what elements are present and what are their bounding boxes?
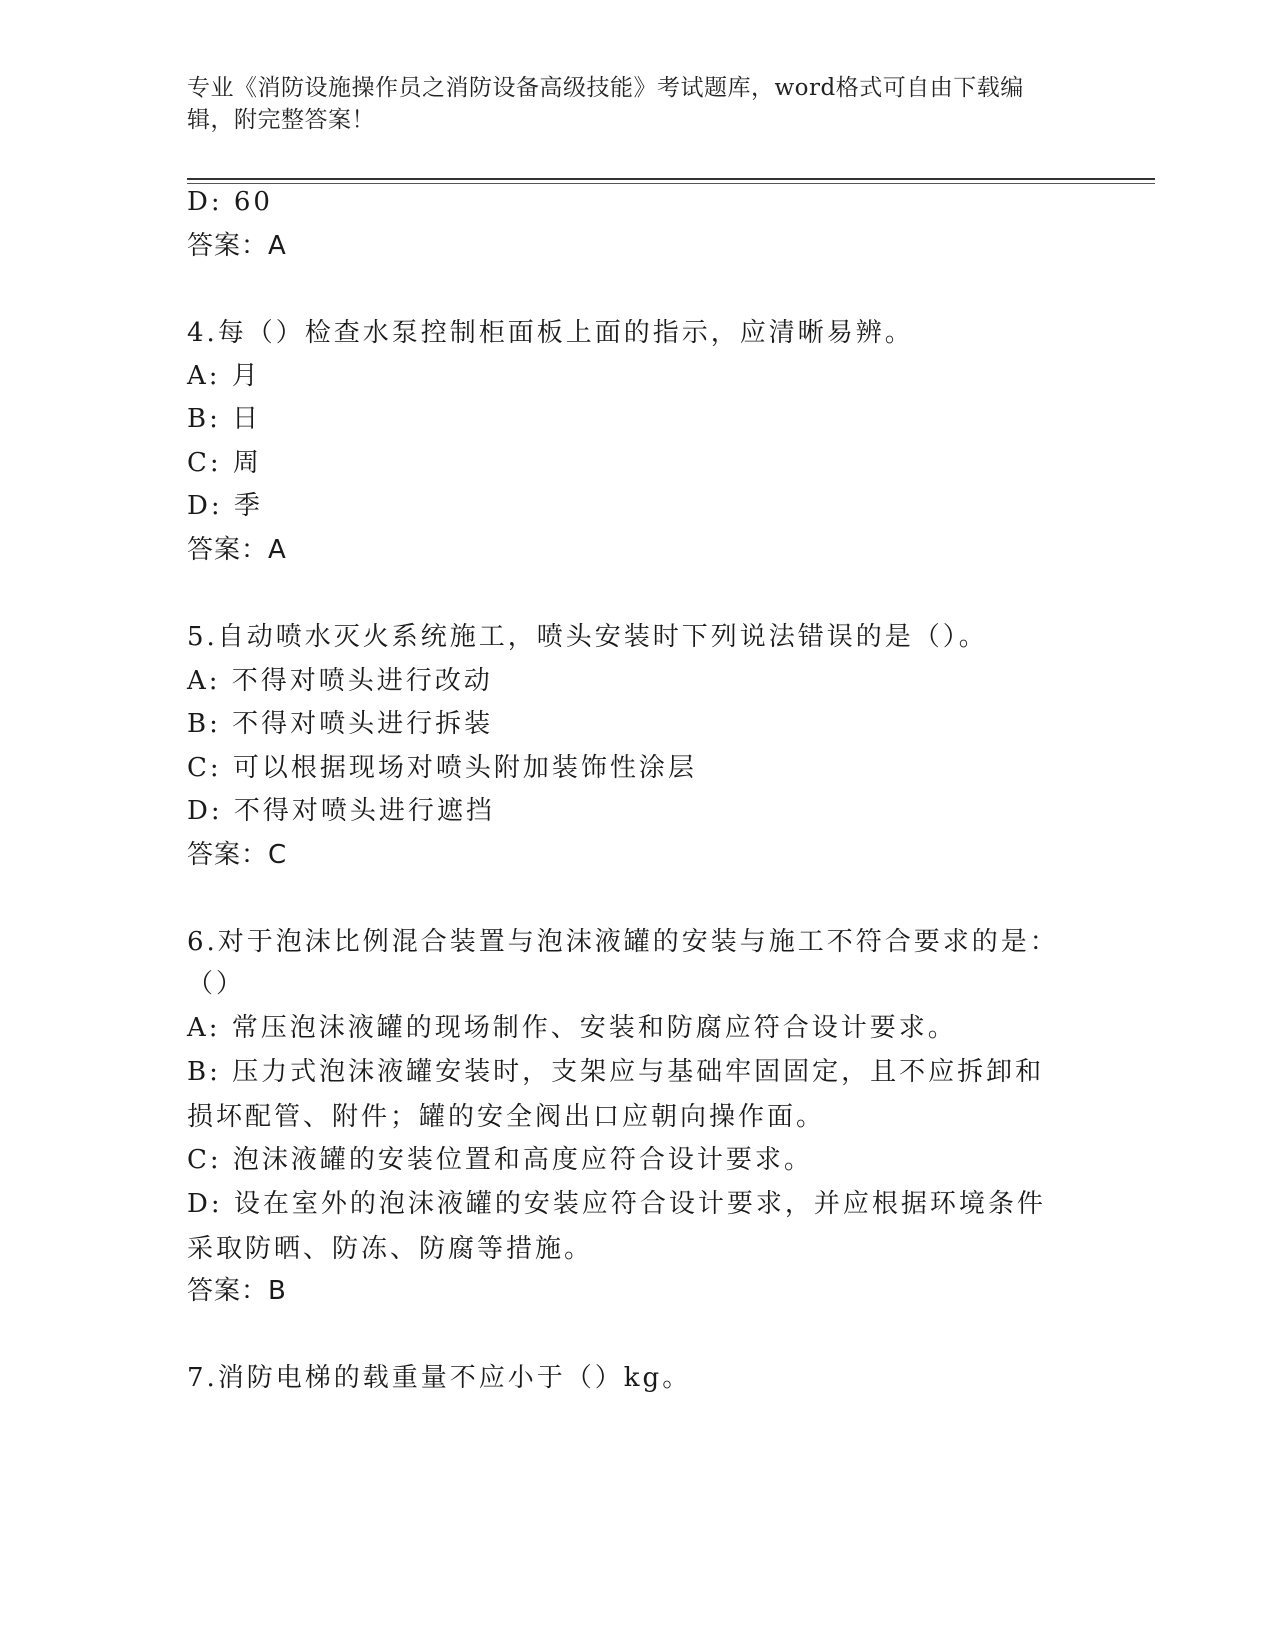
q4-option-a: A: 月 [187,361,261,391]
q6-option-a: A: 常压泡沫液罐的现场制作、安装和防腐应符合设计要求。 [187,1013,957,1043]
document-header: 专业《消防设施操作员之消防设备高级技能》考试题库，word格式可自由下载编辑，附完整答案！ [187,75,1024,133]
q5-option-c: C: 可以根据现场对喷头附加装饰性涂层 [187,753,697,783]
q6-stem-line2: （） [187,969,246,999]
q4-option-d: D: 季 [187,491,263,521]
q5-option-b: B: 不得对喷头进行拆装 [187,709,494,739]
q4-answer: 答案：A [187,535,287,565]
q5-option-d: D: 不得对喷头进行遮挡 [187,796,495,826]
q6-option-d: D: 设在室外的泡沫液罐的安装应符合设计要求，并应根据环境条件采取防晒、防冻、防腐等措施。 [187,1189,1046,1264]
header-divider-thick [187,178,1155,180]
q3-answer: 答案：A [187,231,287,261]
q5-answer: 答案：C [187,840,288,870]
q4-option-c: C: 周 [187,448,262,478]
q4-option-b: B: 日 [187,404,262,434]
header-divider-thin [187,183,1155,184]
q6-option-b: B: 压力式泡沫液罐安装时，支架应与基础牢固固定，且不应拆卸和损坏配管、附件；罐的安全阀出口应朝向操作面。 [187,1057,1045,1132]
q5-option-a: A: 不得对喷头进行改动 [187,666,493,696]
q6-answer: 答案：B [187,1276,287,1306]
q7-stem: 7.消防电梯的载重量不应小于（）kg。 [187,1363,692,1393]
q6-option-c: C: 泡沫液罐的安装位置和高度应符合设计要求。 [187,1145,813,1175]
q4-stem: 4.每（）检查水泵控制柜面板上面的指示，应清晰易辨。 [187,318,914,348]
q5-stem: 5.自动喷水灭火系统施工，喷头安装时下列说法错误的是（）。 [187,622,988,652]
q3-option-d: D: 60 [187,187,273,217]
q6-stem-line1: 6.对于泡沫比例混合装置与泡沫液罐的安装与施工不符合要求的是： [187,927,1059,957]
